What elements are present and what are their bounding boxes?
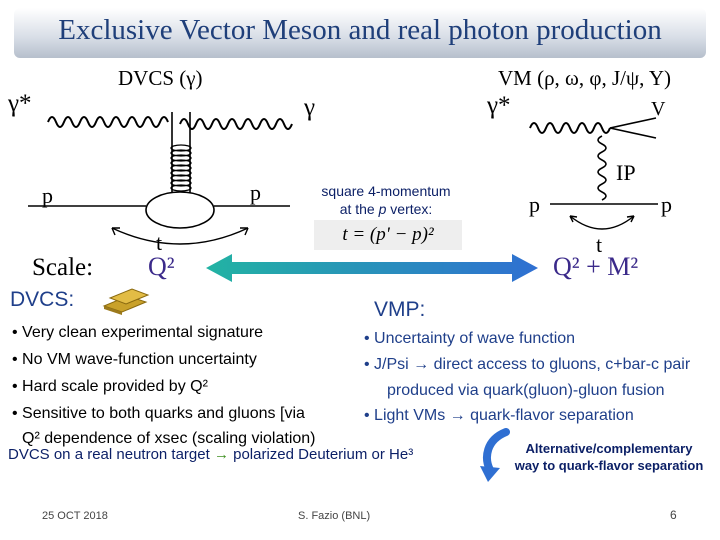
bottom-note-suffix: polarized Deuterium or He³: [228, 446, 414, 463]
dvcs-bullet-2: • No VM wave-function uncertainty: [12, 351, 257, 368]
vm-t-arrow: [570, 216, 634, 229]
vm-v-label: V: [651, 98, 666, 120]
vmp-bullet-1: • Uncertainty of wave function: [364, 330, 576, 347]
complementary-note: [500, 440, 718, 474]
dvcs-label: DVCS (γ): [118, 66, 203, 90]
complementary-note-line1: Alternative/complementary: [525, 441, 693, 456]
vm-pomeron-line: [598, 136, 606, 200]
dvcs-t-label: t: [156, 230, 163, 255]
momentum-formula: t = (p' − p)²: [314, 220, 462, 250]
vm-ip-label: IP: [616, 160, 636, 185]
gold-bars-icon: [100, 282, 152, 316]
vm-gamma-star-label: γ*: [487, 92, 511, 119]
vm-t-label: t: [596, 232, 603, 257]
bottom-note: [8, 446, 413, 463]
scale-right-value: Q² + M²: [553, 252, 639, 281]
dvcs-gamma-label: γ: [304, 94, 316, 121]
slide-title: Exclusive Vector Meson and real photon production: [58, 14, 662, 46]
momentum-note: [296, 182, 476, 218]
vmp-bullet-3: • Light VMs → quark-flavor separation: [364, 407, 634, 424]
momentum-note-line1: square 4-momentum: [321, 183, 451, 199]
momentum-note-line2: at the p vertex:: [339, 201, 433, 217]
dvcs-t-arrow: [112, 228, 248, 244]
dvcs-gamma-star-label: γ*: [8, 90, 32, 117]
dvcs-p-in-label: p: [42, 183, 53, 208]
dvcs-bullet-4-cont: Q² dependence of xsec (scaling violation): [22, 430, 316, 447]
vm-p-out-label: p: [661, 192, 672, 217]
vm-quark-loop-top: [610, 118, 656, 128]
green-arrow-icon: →: [213, 446, 229, 463]
dvcs-virtual-photon-line: [48, 117, 168, 127]
footer-page-number: 6: [670, 508, 677, 522]
vm-virtual-photon-line: [530, 123, 610, 133]
dvcs-p-out-label: p: [250, 180, 261, 205]
vm-p-in-label: p: [529, 192, 540, 217]
complementary-note-line2: way to quark-flavor separation: [514, 458, 704, 473]
dvcs-bullet-4: • Sensitive to both quarks and gluons [via: [12, 405, 305, 422]
vmp-bullet-2-cont: produced via quark(gluon)-gluon fusion: [387, 382, 665, 399]
dvcs-proton-blob: [146, 192, 214, 228]
scale-double-arrow: [206, 252, 538, 284]
dvcs-feynman-diagram: [0, 60, 340, 270]
scale-label: Scale:: [32, 254, 94, 281]
dvcs-bullet-1: • Very clean experimental signature: [12, 324, 264, 341]
vmp-heading: VMP:: [374, 298, 426, 321]
vmp-bullet-2: • J/Psi → direct access to gluons, c+bar-c pair: [364, 356, 691, 373]
dvcs-bullet-3: • Hard scale provided by Q²: [12, 378, 208, 395]
footer-date: 25 OCT 2018: [42, 510, 108, 522]
vm-label: VM (ρ, ω, φ, J/ψ, Υ): [498, 66, 672, 90]
scale-left-value: Q²: [148, 252, 175, 281]
dvcs-heading: DVCS:: [10, 288, 75, 311]
vm-feynman-diagram: [490, 60, 720, 270]
dvcs-real-photon-line: [180, 119, 292, 129]
bottom-note-prefix: DVCS on a real neutron target: [8, 446, 214, 463]
footer-author: S. Fazio (BNL): [298, 510, 371, 522]
dvcs-gluon-ladder: [171, 145, 191, 191]
